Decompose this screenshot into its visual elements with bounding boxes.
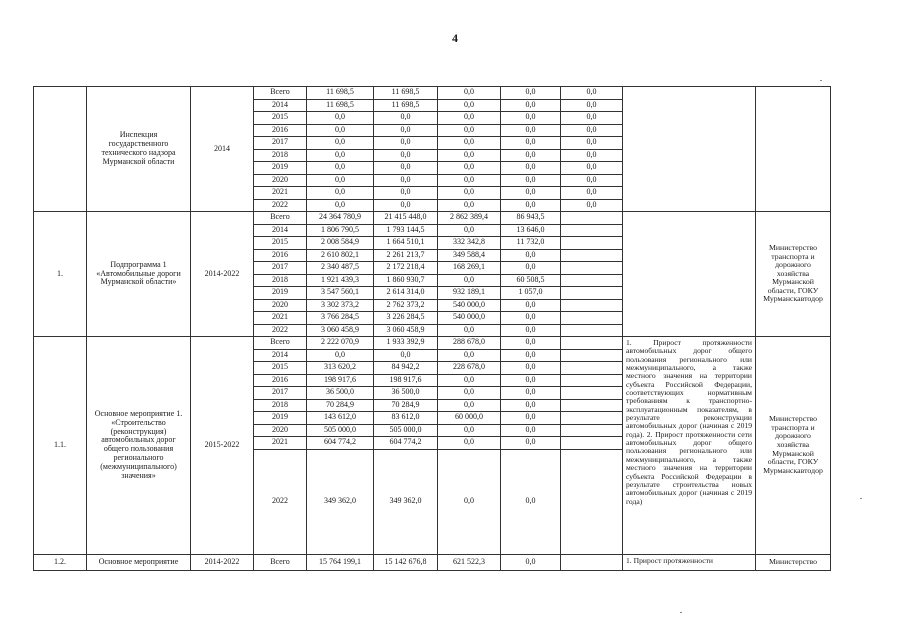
value-cell: 0,0 (438, 387, 501, 400)
value-cell: 0,0 (438, 449, 501, 554)
value-cell: 1 057,0 (501, 287, 561, 300)
value-cell: 0,0 (438, 174, 501, 187)
value-cell: 0,0 (501, 337, 561, 350)
value-cell (561, 387, 623, 400)
value-cell: 0,0 (438, 112, 501, 125)
value-cell: 3 766 284,5 (307, 312, 374, 325)
value-cell: 1 664 510,1 (374, 237, 438, 250)
table-row (34, 337, 831, 350)
value-cell: 70 284,9 (374, 399, 438, 412)
page-number: 4 (452, 31, 458, 45)
value-cell: 349 588,4 (438, 249, 501, 262)
value-cell (561, 399, 623, 412)
year-cell: 2017 (254, 262, 307, 275)
year-cell: 2014 (254, 349, 307, 362)
budget-table (33, 86, 831, 571)
value-cell: 0,0 (438, 87, 501, 100)
value-cell: 0,0 (561, 162, 623, 175)
value-cell: 11 698,5 (374, 99, 438, 112)
value-cell: 0,0 (561, 87, 623, 100)
value-cell: 0,0 (501, 199, 561, 212)
value-cell: 0,0 (561, 187, 623, 200)
period: 2014 (191, 87, 254, 212)
year-cell: 2015 (254, 362, 307, 375)
value-cell (561, 224, 623, 237)
value-cell: 0,0 (501, 424, 561, 437)
year-cell: 2015 (254, 237, 307, 250)
value-cell: 3 226 284,5 (374, 312, 438, 325)
value-cell: 13 646,0 (501, 224, 561, 237)
value-cell: 0,0 (501, 312, 561, 325)
value-cell: 604 774,2 (374, 437, 438, 450)
value-cell (561, 237, 623, 250)
value-cell (561, 337, 623, 350)
year-cell: 2014 (254, 224, 307, 237)
value-cell: 24 364 780,9 (307, 212, 374, 225)
value-cell: 11 698,5 (374, 87, 438, 100)
value-cell (561, 362, 623, 375)
value-cell: 932 189,1 (438, 287, 501, 300)
value-cell: 0,0 (438, 437, 501, 450)
value-cell: 0,0 (438, 162, 501, 175)
value-cell: 60 000,0 (438, 412, 501, 425)
value-cell: 505 000,0 (374, 424, 438, 437)
period: 2014-2022 (191, 554, 254, 571)
value-cell: 0,0 (501, 362, 561, 375)
value-cell: 0,0 (501, 137, 561, 150)
value-cell (561, 312, 623, 325)
year-cell: 2014 (254, 99, 307, 112)
year-cell: 2016 (254, 124, 307, 137)
value-cell: 0,0 (438, 324, 501, 337)
value-cell: 332 342,8 (438, 237, 501, 250)
measure-name: Инспекция государственного технического надзора Мурманской области (87, 87, 191, 212)
value-cell: 3 060 458,9 (307, 324, 374, 337)
value-cell: 0,0 (501, 149, 561, 162)
value-cell: 0,0 (374, 199, 438, 212)
year-cell: 2016 (254, 249, 307, 262)
value-cell: 0,0 (561, 124, 623, 137)
value-cell: 2 172 218,4 (374, 262, 438, 275)
value-cell: 0,0 (438, 374, 501, 387)
year-cell: 2018 (254, 274, 307, 287)
value-cell: 0,0 (561, 149, 623, 162)
value-cell: 0,0 (501, 249, 561, 262)
value-cell: 0,0 (561, 174, 623, 187)
row-number: 1. (34, 212, 87, 337)
value-cell: 0,0 (307, 124, 374, 137)
value-cell: 70 284,9 (307, 399, 374, 412)
value-cell: 83 612,0 (374, 412, 438, 425)
value-cell: 2 862 389,4 (438, 212, 501, 225)
year-cell: 2021 (254, 187, 307, 200)
value-cell: 228 678,0 (438, 362, 501, 375)
executor (756, 87, 831, 212)
year-cell: 2019 (254, 412, 307, 425)
value-cell: 0,0 (438, 349, 501, 362)
value-cell: 0,0 (374, 137, 438, 150)
value-cell (561, 324, 623, 337)
value-cell: 198 917,6 (307, 374, 374, 387)
value-cell: 0,0 (438, 224, 501, 237)
year-cell: 2020 (254, 424, 307, 437)
value-cell: 0,0 (438, 424, 501, 437)
year-cell: Всего (254, 337, 307, 350)
value-cell: 0,0 (438, 399, 501, 412)
value-cell: 0,0 (438, 274, 501, 287)
value-cell (561, 349, 623, 362)
value-cell (561, 212, 623, 225)
executor: Министерство транспорта и дорожного хозяйства Мурманской области, ГОКУ Мурманскавтодор (756, 212, 831, 337)
row-number: 1.1. (34, 337, 87, 555)
value-cell: 0,0 (501, 349, 561, 362)
value-cell: 143 612,0 (307, 412, 374, 425)
value-cell (561, 374, 623, 387)
value-cell: 2 340 487,5 (307, 262, 374, 275)
year-cell: 2016 (254, 374, 307, 387)
value-cell: 0,0 (374, 112, 438, 125)
year-cell: Всего (254, 554, 307, 571)
value-cell: 0,0 (374, 124, 438, 137)
value-cell: 1 921 439,3 (307, 274, 374, 287)
value-cell: 0,0 (501, 99, 561, 112)
value-cell: 0,0 (501, 124, 561, 137)
value-cell: 198 917,6 (374, 374, 438, 387)
value-cell (561, 424, 623, 437)
value-cell: 313 620,2 (307, 362, 374, 375)
value-cell: 2 762 373,2 (374, 299, 438, 312)
row-number: 1.2. (34, 554, 87, 571)
value-cell (561, 262, 623, 275)
value-cell: 0,0 (307, 174, 374, 187)
value-cell: 15 764 199,1 (307, 554, 374, 571)
year-cell: Всего (254, 212, 307, 225)
indicator-description: 1. Прирост протяженности (623, 554, 756, 571)
value-cell: 540 000,0 (438, 312, 501, 325)
value-cell: 0,0 (438, 124, 501, 137)
value-cell: 0,0 (501, 412, 561, 425)
value-cell: 1 860 930,7 (374, 274, 438, 287)
value-cell (561, 437, 623, 450)
year-cell: 2015 (254, 112, 307, 125)
value-cell (561, 249, 623, 262)
value-cell: 0,0 (501, 374, 561, 387)
value-cell: 349 362,0 (374, 449, 438, 554)
value-cell: 0,0 (374, 149, 438, 162)
value-cell: 168 269,1 (438, 262, 501, 275)
value-cell: 0,0 (501, 554, 561, 571)
value-cell: 0,0 (438, 99, 501, 112)
value-cell: 540 000,0 (438, 299, 501, 312)
value-cell: 11 698,5 (307, 99, 374, 112)
value-cell: 36 500,0 (307, 387, 374, 400)
value-cell: 0,0 (501, 174, 561, 187)
value-cell: 0,0 (501, 112, 561, 125)
measure-name: Подпрограмма 1 «Автомобильные дороги Мурманской области» (87, 212, 191, 337)
value-cell: 0,0 (438, 187, 501, 200)
value-cell: 11 698,5 (307, 87, 374, 100)
value-cell (561, 554, 623, 571)
value-cell: 604 774,2 (307, 437, 374, 450)
value-cell: 505 000,0 (307, 424, 374, 437)
row-number (34, 87, 87, 212)
value-cell: 349 362,0 (307, 449, 374, 554)
value-cell: 2 614 314,0 (374, 287, 438, 300)
value-cell: 0,0 (501, 437, 561, 450)
value-cell: 2 222 070,9 (307, 337, 374, 350)
value-cell: 15 142 676,8 (374, 554, 438, 571)
table-row (34, 87, 831, 100)
period: 2015-2022 (191, 337, 254, 555)
year-cell: 2018 (254, 399, 307, 412)
year-cell: 2017 (254, 137, 307, 150)
value-cell: 0,0 (561, 199, 623, 212)
value-cell: 0,0 (501, 399, 561, 412)
year-cell: 2017 (254, 387, 307, 400)
value-cell: 0,0 (307, 112, 374, 125)
value-cell: 0,0 (307, 149, 374, 162)
indicator-description: 1. Прирост протяженности автомобильных дорог общего пользования регионального или межмуниципального, а также местного значения на территории субъекта Российской Федерации, соответствующих нормативным требованиям к транспортно-эксплуатационным показателям, в результате реконструкции автомобильных дорог (начиная с 2019 года). 2. Прирост протяженности сети автомобильных дорог общего пользования регионального или межмуниципального, а также местного значения на территории субъекта Российской Федерации в результате строительства новых автомобильных дорог (начиная с 2019 года) (623, 337, 756, 555)
value-cell: 0,0 (501, 387, 561, 400)
value-cell: 84 942,2 (374, 362, 438, 375)
value-cell: 0,0 (438, 137, 501, 150)
year-cell: 2020 (254, 299, 307, 312)
year-cell: 2022 (254, 449, 307, 554)
value-cell: 3 302 373,2 (307, 299, 374, 312)
year-cell: Всего (254, 87, 307, 100)
indicator-description (623, 212, 756, 337)
value-cell: 0,0 (374, 162, 438, 175)
value-cell: 3 060 458,9 (374, 324, 438, 337)
value-cell: 0,0 (501, 449, 561, 554)
value-cell: 0,0 (501, 87, 561, 100)
value-cell: 0,0 (501, 162, 561, 175)
measure-name: Основное мероприятие (87, 554, 191, 571)
value-cell: 1 806 790,5 (307, 224, 374, 237)
year-cell: 2018 (254, 149, 307, 162)
value-cell: 621 522,3 (438, 554, 501, 571)
value-cell (561, 412, 623, 425)
value-cell: 2 610 802,1 (307, 249, 374, 262)
value-cell (561, 449, 623, 554)
indicator-description (623, 87, 756, 212)
value-cell (561, 274, 623, 287)
value-cell: 0,0 (561, 99, 623, 112)
value-cell: 86 943,5 (501, 212, 561, 225)
value-cell: 60 508,5 (501, 274, 561, 287)
year-cell: 2019 (254, 162, 307, 175)
value-cell: 1 793 144,5 (374, 224, 438, 237)
value-cell: 0,0 (501, 299, 561, 312)
year-cell: 2022 (254, 324, 307, 337)
value-cell: 2 261 213,7 (374, 249, 438, 262)
value-cell: 1 933 392,9 (374, 337, 438, 350)
value-cell: 0,0 (374, 349, 438, 362)
executor: Министерство (756, 554, 831, 571)
value-cell: 11 732,0 (501, 237, 561, 250)
table-row (34, 554, 831, 571)
executor: Министерство транспорта и дорожного хозяйства Мурманской области, ГОКУ Мурманскавтодор (756, 337, 831, 555)
value-cell: 0,0 (374, 174, 438, 187)
table-row (34, 212, 831, 225)
year-cell: 2022 (254, 199, 307, 212)
value-cell: 0,0 (501, 187, 561, 200)
year-cell: 2020 (254, 174, 307, 187)
value-cell: 0,0 (374, 187, 438, 200)
value-cell: 0,0 (307, 187, 374, 200)
value-cell (561, 299, 623, 312)
value-cell: 3 547 560,1 (307, 287, 374, 300)
year-cell: 2019 (254, 287, 307, 300)
value-cell: 0,0 (501, 262, 561, 275)
value-cell: 21 415 448,0 (374, 212, 438, 225)
period: 2014-2022 (191, 212, 254, 337)
value-cell: 0,0 (307, 349, 374, 362)
value-cell: 0,0 (438, 149, 501, 162)
value-cell: 0,0 (438, 199, 501, 212)
value-cell: 0,0 (307, 137, 374, 150)
value-cell: 0,0 (307, 162, 374, 175)
value-cell: 0,0 (307, 199, 374, 212)
value-cell: 0,0 (561, 112, 623, 125)
value-cell: 288 678,0 (438, 337, 501, 350)
value-cell: 36 500,0 (374, 387, 438, 400)
value-cell: 0,0 (561, 137, 623, 150)
value-cell: 2 008 584,9 (307, 237, 374, 250)
measure-name: Основное мероприятие 1. «Строительство (реконструкция) автомобильных дорог общего пользования регионального (межмуниципального) значения» (87, 337, 191, 555)
value-cell: 0,0 (501, 324, 561, 337)
value-cell (561, 287, 623, 300)
year-cell: 2021 (254, 437, 307, 450)
year-cell: 2021 (254, 312, 307, 325)
